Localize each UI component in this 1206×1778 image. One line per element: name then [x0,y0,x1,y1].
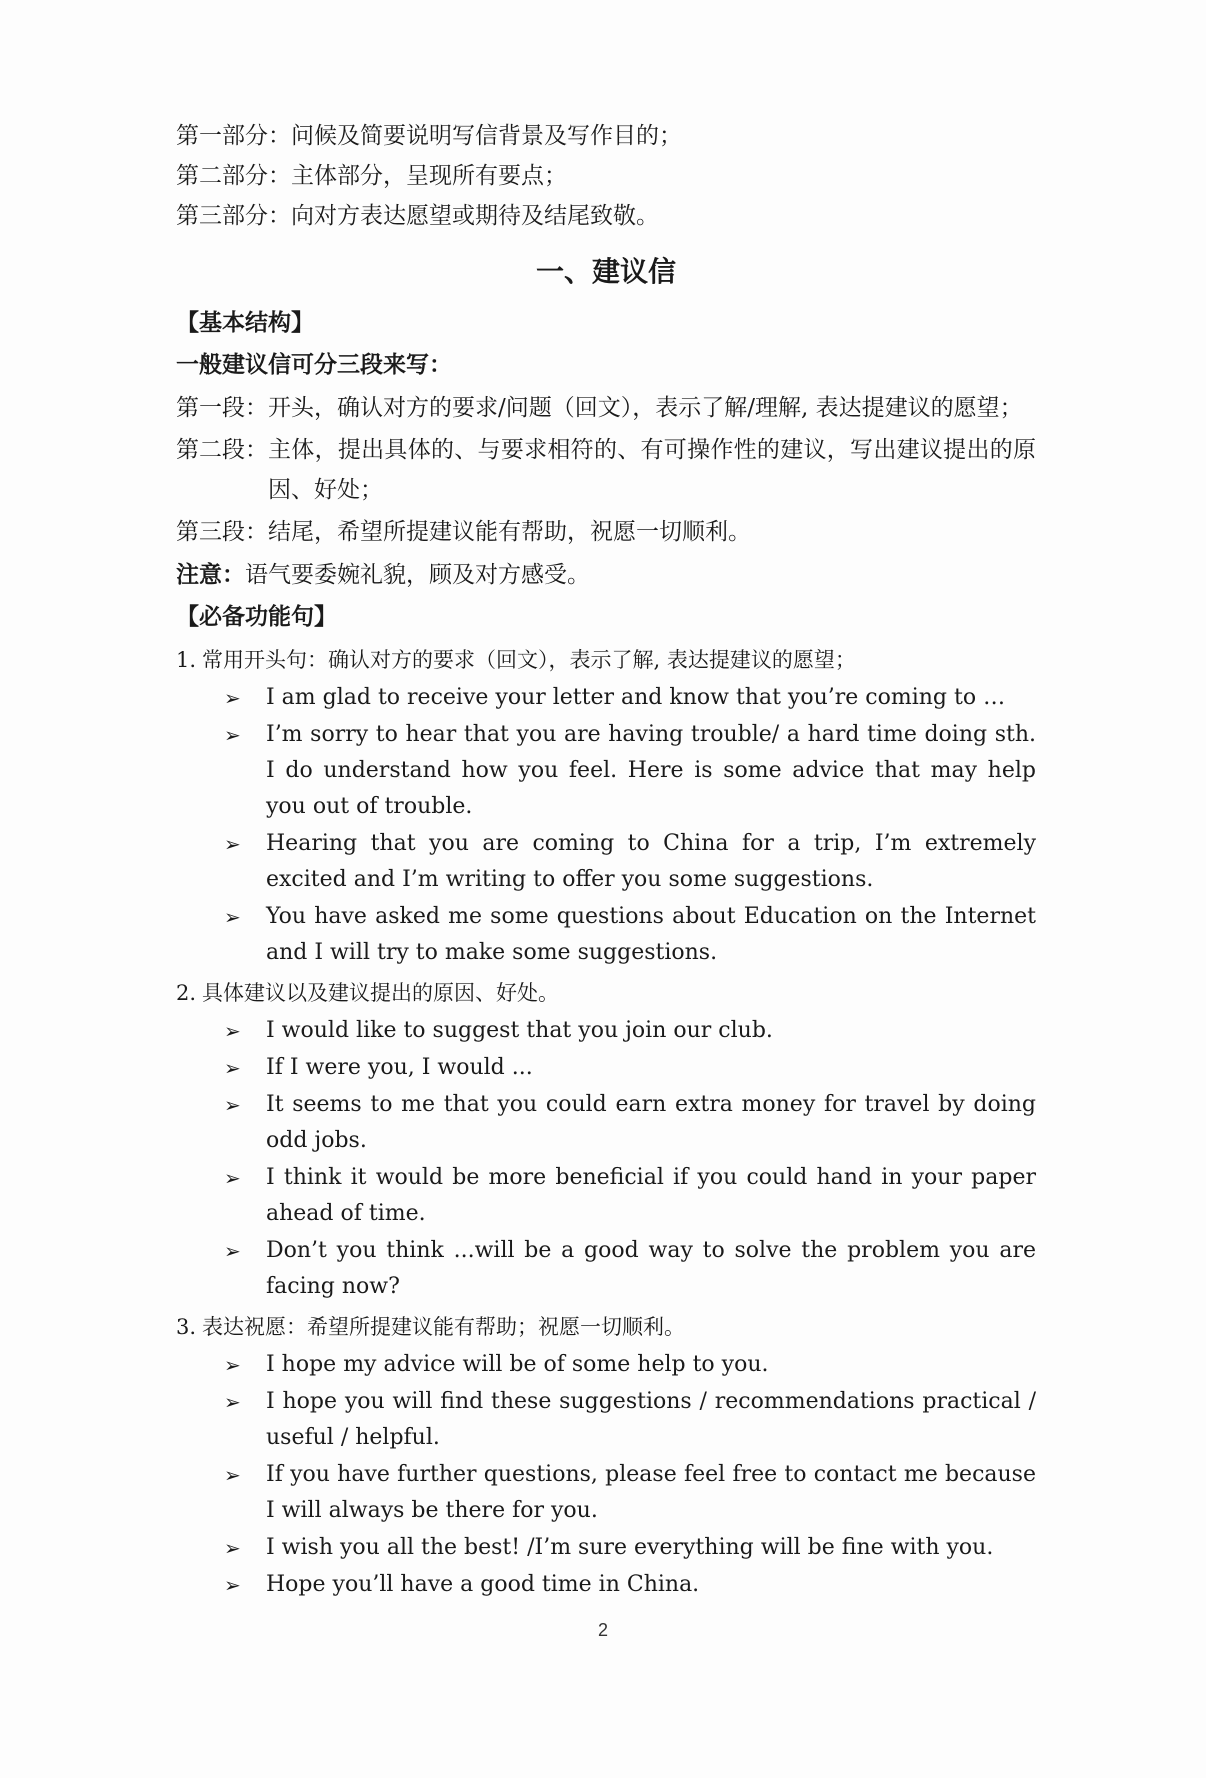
arrowhead-icon: ➢ [224,723,241,747]
list-item-text: Hope you’ll have a good time in China. [266,1572,700,1597]
paragraph-text: 结尾，希望所提建议能有帮助，祝愿一切顺利。 [268,519,751,545]
list-item-text: If I were you, I would ... [266,1055,533,1080]
arrowhead-icon: ➢ [224,1573,241,1597]
list-item-text: If you have further questions, please feel free to contact me because I will always be there for you. [266,1462,1036,1523]
arrowhead-icon: ➢ [224,1353,241,1377]
list-item [224,1160,1036,1232]
sentence-list [176,1013,1036,1305]
section-title: 一、建议信 [535,255,676,288]
list-item [224,680,1036,716]
paragraph-text: 主体，提出具体的、与要求相符的、有可操作性的建议，写出建议提出的原因、好处； [268,437,1036,503]
list-item-text: I would like to suggest that you join our club. [266,1018,773,1043]
section-header-text: 常用开头句：确认对方的要求（回文），表示了解, 表达提建议的愿望； [202,648,856,672]
intro-line: 第一部分：问候及简要说明写信背景及写作目的； [176,123,682,149]
paragraph-label: 第二段： [176,437,268,463]
list-item [224,1384,1036,1456]
note-text: 语气要委婉礼貌，顾及对方感受。 [245,562,590,588]
basic-structure-heading: 【基本结构】 [176,309,314,336]
section-header-text: 具体建议以及建议提出的原因、好处。 [202,981,560,1005]
arrowhead-icon: ➢ [224,1239,241,1263]
note-label: 注意： [176,561,245,588]
list-item-text: I am glad to receive your letter and know that you’re coming to … [266,685,1006,710]
intro-block [176,116,1036,236]
section-header [176,1307,1036,1347]
section-header-text: 表达祝愿：希望所提建议能有帮助；祝愿一切顺利。 [202,1315,686,1339]
list-item [224,1567,1036,1603]
section-number: 3. [176,1315,197,1339]
paragraph-item [176,512,1036,552]
section-number: 1. [176,648,197,672]
intro-line: 第二部分：主体部分，呈现所有要点； [176,163,567,189]
arrowhead-icon: ➢ [224,1166,241,1190]
section-header [176,640,1036,680]
list-item-text: Don’t you think ...will be a good way to solve the problem you are facing now? [266,1238,1036,1299]
list-item-text: You have asked me some questions about Education on the Internet and I will try to make some suggestions. [266,904,1036,965]
list-item [224,1050,1036,1086]
list-item [224,899,1036,971]
paragraph-text: 开头，确认对方的要求/问题（回文），表示了解/理解, 表达提建议的愿望； [268,395,1023,421]
function-sentences-heading: 【必备功能句】 [176,603,337,630]
sentence-list [176,1347,1036,1603]
arrowhead-icon: ➢ [224,1536,241,1560]
arrowhead-icon: ➢ [224,832,241,856]
paragraph-item [176,430,1036,510]
arrowhead-icon: ➢ [224,905,241,929]
page-content [176,116,1036,1604]
arrowhead-icon: ➢ [224,1056,241,1080]
paragraph-label: 第一段： [176,395,268,421]
list-item [224,826,1036,898]
section-number: 2. [176,981,197,1005]
section-header [176,973,1036,1013]
arrowhead-icon: ➢ [224,1093,241,1117]
list-item [224,1347,1036,1383]
list-item-text: It seems to me that you could earn extra money for travel by doing odd jobs. [266,1092,1036,1153]
structure-subheading: 一般建议信可分三段来写： [176,351,452,378]
note-line [176,554,1036,596]
list-item-text: Hearing that you are coming to China for a trip, I’m extremely excited and I’m writing to offer you some suggestions. [266,831,1036,892]
arrowhead-icon: ➢ [224,1019,241,1043]
intro-line: 第三部分：向对方表达愿望或期待及结尾致敬。 [176,203,659,229]
arrowhead-icon: ➢ [224,686,241,710]
list-item [224,1530,1036,1566]
list-item-text: I wish you all the best! /I’m sure everything will be fine with you. [266,1535,994,1560]
list-item [224,1087,1036,1159]
paragraph-item [176,388,1036,428]
arrowhead-icon: ➢ [224,1463,241,1487]
list-item-text: I’m sorry to hear that you are having trouble/ a hard time doing sth. I do understand how you feel. Here is some advice that may help you out of trouble. [266,722,1036,819]
paragraph-label: 第三段： [176,519,268,545]
arrowhead-icon: ➢ [224,1390,241,1414]
list-item-text: I hope my advice will be of some help to you. [266,1352,769,1377]
page-number: 2 [597,1620,608,1640]
list-item [224,1013,1036,1049]
list-item [224,1233,1036,1305]
list-item [224,1457,1036,1529]
list-item [224,717,1036,825]
list-item-text: I think it would be more beneficial if you could hand in your paper ahead of time. [266,1165,1036,1226]
sentence-list [176,680,1036,971]
list-item-text: I hope you will find these suggestions / recommendations practical / useful / helpful. [266,1389,1036,1450]
